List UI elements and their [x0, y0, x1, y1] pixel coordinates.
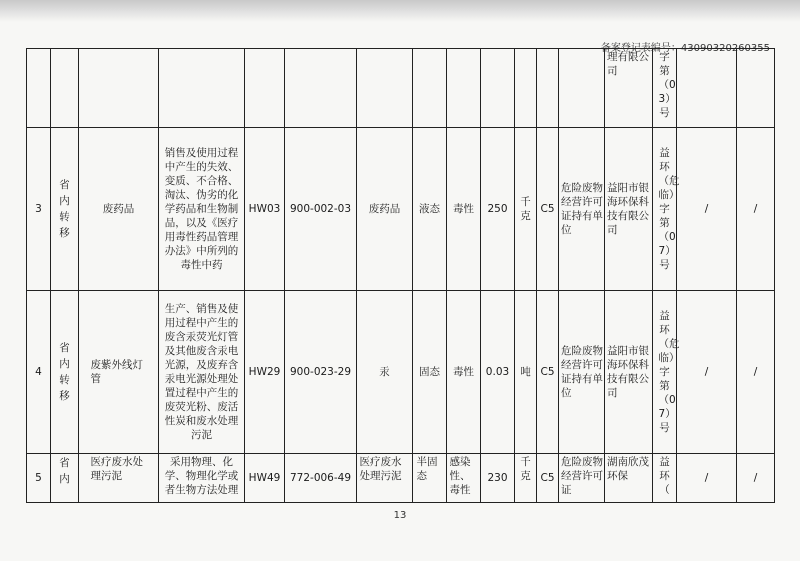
table-row [27, 291, 775, 454]
receiver-permit-type: 危险废物经营许可证 [559, 454, 605, 503]
row-number [27, 49, 51, 128]
receiver-permit-type: 危险废物经营许可证持有单位 [559, 128, 605, 291]
waste-source-description [159, 49, 245, 128]
receiver-permit-type: 危险废物经营许可证持有单位 [559, 291, 605, 454]
quantity [481, 49, 515, 128]
hazard-property: 毒性 [447, 291, 481, 454]
waste-source-description: 销售及使用过程中产生的失效、变质、不合格、淘汰、伪劣的化学药品和生物制品，以及《医疗用毒性药品管理办法》中所列的毒性中药 [159, 128, 245, 291]
waste-code: 772-006-49 [285, 454, 357, 503]
waste-form-name: 医疗废水处理污泥 [357, 454, 413, 503]
hazardous-waste-table [26, 48, 775, 503]
approval-document-number: 字第（03）号 [653, 49, 677, 128]
remark-1: / [677, 454, 737, 503]
remark-2: / [737, 128, 775, 291]
unit [515, 49, 537, 128]
waste-source-description: 生产、销售及使用过程中产生的废含汞荧光灯管及其他废含汞电光源，及废弃含汞电光源处理处置过程中产生的废荧光粉、废活性炭和废水处理污泥 [159, 291, 245, 454]
table-row [27, 128, 775, 291]
table-row [27, 454, 775, 503]
row-number: 4 [27, 291, 51, 454]
physical-state: 液态 [413, 128, 447, 291]
waste-name [79, 49, 159, 128]
receiver-company: 益阳市银海环保科技有限公司 [605, 291, 653, 454]
waste-category-code [245, 49, 285, 128]
approval-document-number: 益环（ [653, 454, 677, 503]
remark-1 [677, 49, 737, 128]
record-number: 备案登记表编号：43090320260355 [600, 43, 770, 54]
quantity: 0.03 [481, 291, 515, 454]
waste-source-description: 采用物理、化学、物理化学或者生物方法处理 [159, 454, 245, 503]
unit: 千克 [515, 454, 537, 503]
row-number: 5 [27, 454, 51, 503]
row-number: 3 [27, 128, 51, 291]
remark-1: / [677, 291, 737, 454]
approval-document-number: 益环（危临）字第（07）号 [653, 128, 677, 291]
receiver-company: 湖南欣茂环保 [605, 454, 653, 503]
receiver-company: 益阳市银海环保科技有限公司 [605, 128, 653, 291]
transfer-scope [51, 49, 79, 128]
waste-category-code: HW29 [245, 291, 285, 454]
hazard-property [447, 49, 481, 128]
waste-name: 废紫外线灯管 [79, 291, 159, 454]
physical-state: 固态 [413, 291, 447, 454]
remark-2 [737, 49, 775, 128]
remark-1: / [677, 128, 737, 291]
disposal-mode [537, 49, 559, 128]
waste-name: 医疗废水处理污泥 [79, 454, 159, 503]
waste-form-name: 汞 [357, 291, 413, 454]
waste-code: 900-023-29 [285, 291, 357, 454]
waste-form-name [357, 49, 413, 128]
quantity: 250 [481, 128, 515, 291]
waste-code: 900-002-03 [285, 128, 357, 291]
page-number: 13 [393, 510, 407, 521]
transfer-scope: 省内 [51, 454, 79, 503]
remark-2: / [737, 291, 775, 454]
waste-category-code: HW49 [245, 454, 285, 503]
waste-code [285, 49, 357, 128]
waste-name: 废药品 [79, 128, 159, 291]
unit: 吨 [515, 291, 537, 454]
remark-2: / [737, 454, 775, 503]
receiver-company: 理有限公司 [605, 49, 653, 128]
physical-state: 半固态 [413, 454, 447, 503]
transfer-scope: 省内转移 [51, 128, 79, 291]
disposal-mode: C5 [537, 454, 559, 503]
physical-state [413, 49, 447, 128]
unit: 千克 [515, 128, 537, 291]
transfer-scope: 省内转移 [51, 291, 79, 454]
scan-top-shadow [0, 0, 800, 22]
receiver-permit-type [559, 49, 605, 128]
disposal-mode: C5 [537, 291, 559, 454]
disposal-mode: C5 [537, 128, 559, 291]
waste-category-code: HW03 [245, 128, 285, 291]
hazard-property: 毒性 [447, 128, 481, 291]
hazard-property: 感染性、毒性 [447, 454, 481, 503]
quantity: 230 [481, 454, 515, 503]
table-row [27, 49, 775, 128]
approval-document-number: 益环（危临）字第（07）号 [653, 291, 677, 454]
waste-form-name: 废药品 [357, 128, 413, 291]
